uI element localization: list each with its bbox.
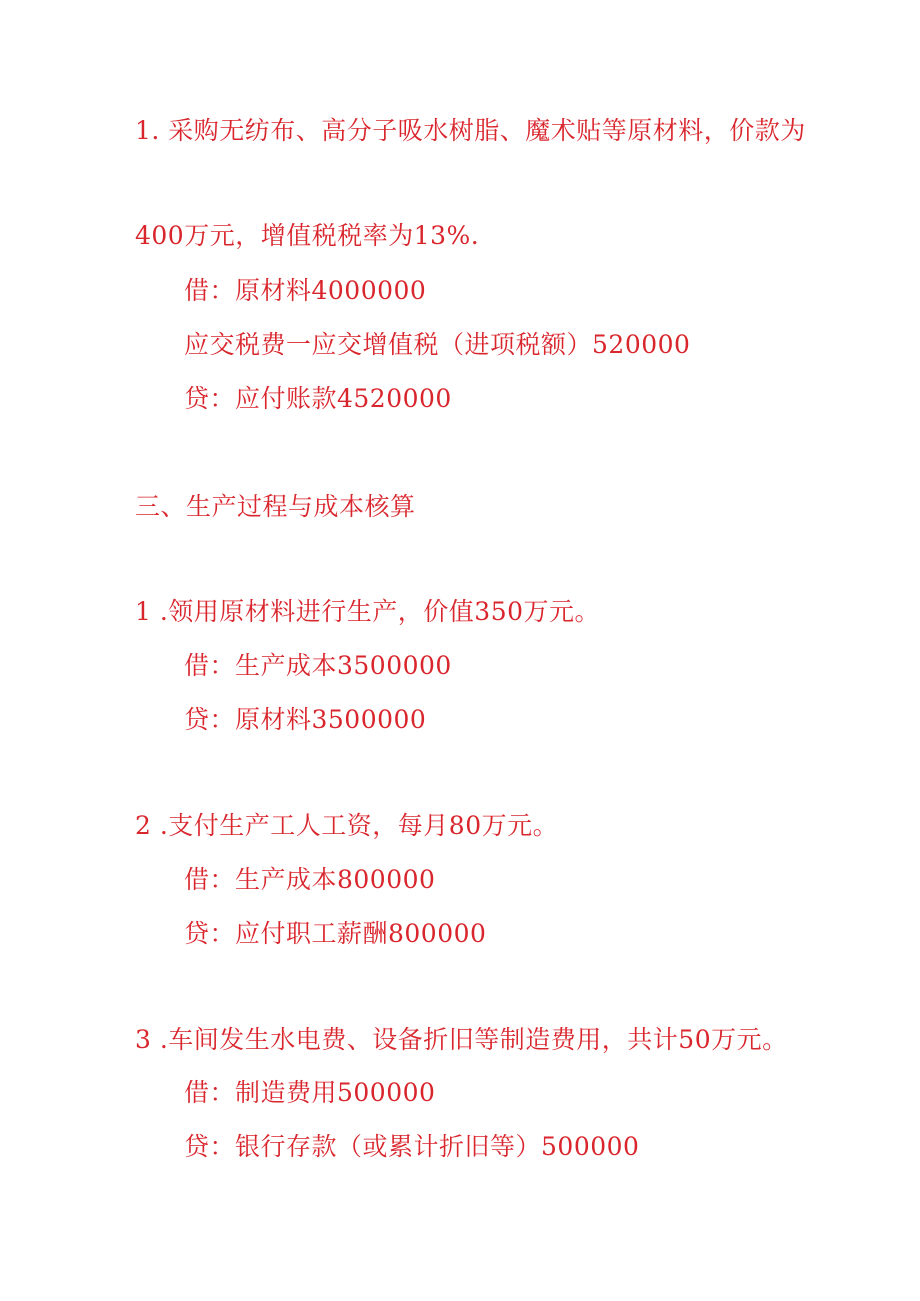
purchase-heading-line-2: 400万元，增值税税率为13%. bbox=[135, 221, 480, 250]
journal-entry-credit-payable: 贷：应付账款4520000 bbox=[184, 384, 452, 413]
purchase-heading-line-1: 1. 采购无纺布、高分子吸水树脂、魔术贴等原材料，价款为 bbox=[135, 116, 806, 145]
item-heading-1: 1 .领用原材料进行生产，价值350万元。 bbox=[135, 597, 601, 626]
item-1-debit-entry: 借：生产成本3500000 bbox=[184, 651, 452, 680]
item-heading-2: 2 .支付生产工人工资，每月80万元。 bbox=[135, 811, 559, 840]
item-2-debit-entry: 借：生产成本800000 bbox=[184, 865, 436, 894]
item-2-credit-entry: 贷：应付职工薪酬800000 bbox=[184, 919, 487, 948]
journal-entry-input-vat: 应交税费一应交增值税（进项税额）520000 bbox=[184, 330, 691, 359]
section-title: 三、生产过程与成本核算 bbox=[135, 492, 416, 521]
item-3-debit-entry: 借：制造费用500000 bbox=[184, 1078, 436, 1107]
item-heading-3: 3 .车间发生水电费、设备折旧等制造费用，共计50万元。 bbox=[135, 1025, 788, 1054]
journal-entry-debit-materials: 借：原材料4000000 bbox=[184, 276, 427, 305]
item-1-credit-entry: 贷：原材料3500000 bbox=[184, 705, 427, 734]
item-3-credit-entry: 贷：银行存款（或累计折旧等）500000 bbox=[184, 1132, 640, 1161]
